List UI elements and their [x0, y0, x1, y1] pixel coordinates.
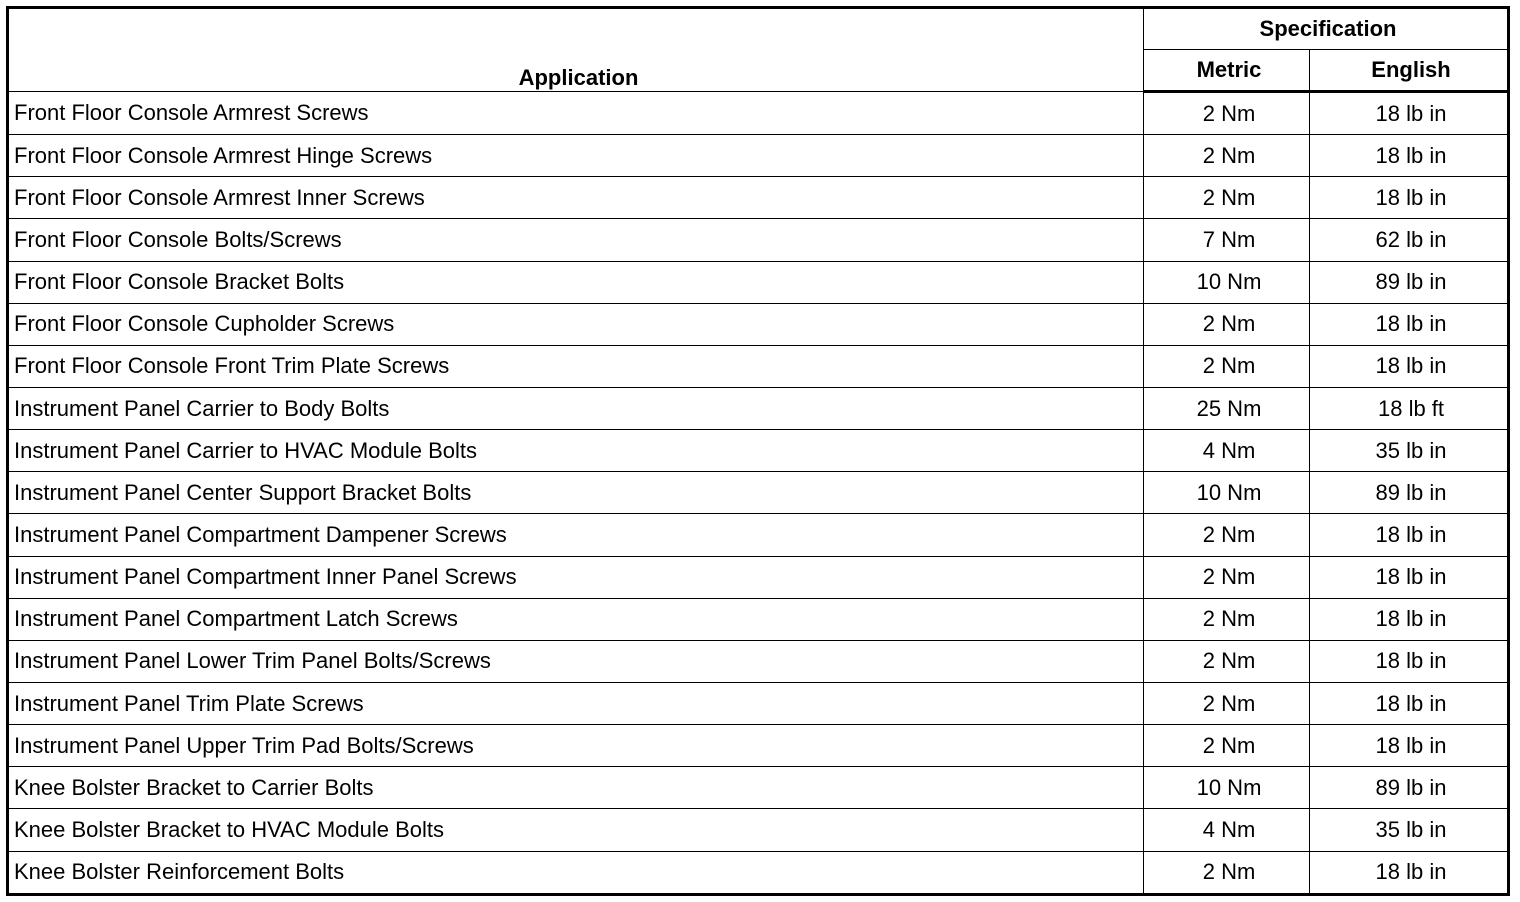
english-cell: 18 lb in: [1310, 598, 1509, 640]
application-cell: Instrument Panel Center Support Bracket Bolts: [8, 472, 1144, 514]
metric-cell: 2 Nm: [1144, 851, 1310, 894]
table-row: [8, 683, 1509, 725]
table-row: [8, 303, 1509, 345]
application-cell: Front Floor Console Bracket Bolts: [8, 261, 1144, 303]
application-cell: Front Floor Console Cupholder Screws: [8, 303, 1144, 345]
application-cell: Instrument Panel Upper Trim Pad Bolts/Screws: [8, 725, 1144, 767]
table-row: [8, 767, 1509, 809]
table-row: [8, 472, 1509, 514]
table-row: [8, 514, 1509, 556]
application-header: Application: [8, 8, 1144, 92]
english-cell: 18 lb in: [1310, 556, 1509, 598]
application-cell: Instrument Panel Carrier to HVAC Module Bolts: [8, 430, 1144, 472]
english-cell: 18 lb in: [1310, 177, 1509, 219]
specification-header: Specification: [1144, 8, 1509, 50]
metric-cell: 2 Nm: [1144, 303, 1310, 345]
metric-cell: 4 Nm: [1144, 430, 1310, 472]
english-cell: 18 lb in: [1310, 345, 1509, 387]
english-cell: 18 lb in: [1310, 514, 1509, 556]
table-row: [8, 851, 1509, 894]
metric-cell: 2 Nm: [1144, 598, 1310, 640]
english-cell: 18 lb in: [1310, 640, 1509, 682]
metric-cell: 10 Nm: [1144, 261, 1310, 303]
metric-header: Metric: [1144, 50, 1310, 92]
metric-cell: 10 Nm: [1144, 472, 1310, 514]
english-cell: 89 lb in: [1310, 261, 1509, 303]
english-cell: 35 lb in: [1310, 809, 1509, 851]
table-row: [8, 598, 1509, 640]
application-cell: Front Floor Console Armrest Inner Screws: [8, 177, 1144, 219]
table-row: [8, 809, 1509, 851]
application-cell: Front Floor Console Armrest Hinge Screws: [8, 135, 1144, 177]
table-row: [8, 219, 1509, 261]
metric-cell: 2 Nm: [1144, 725, 1310, 767]
table-row: [8, 430, 1509, 472]
english-cell: 62 lb in: [1310, 219, 1509, 261]
table-row: [8, 261, 1509, 303]
application-cell: Instrument Panel Carrier to Body Bolts: [8, 388, 1144, 430]
application-cell: Instrument Panel Trim Plate Screws: [8, 683, 1144, 725]
metric-cell: 2 Nm: [1144, 177, 1310, 219]
english-cell: 18 lb in: [1310, 851, 1509, 894]
application-cell: Instrument Panel Compartment Dampener Screws: [8, 514, 1144, 556]
application-cell: Instrument Panel Compartment Inner Panel Screws: [8, 556, 1144, 598]
application-cell: Instrument Panel Compartment Latch Screws: [8, 598, 1144, 640]
metric-cell: 7 Nm: [1144, 219, 1310, 261]
metric-cell: 2 Nm: [1144, 514, 1310, 556]
torque-specification-table: [6, 6, 1510, 896]
table-row: [8, 92, 1509, 135]
english-cell: 18 lb in: [1310, 92, 1509, 135]
metric-cell: 2 Nm: [1144, 92, 1310, 135]
metric-cell: 2 Nm: [1144, 556, 1310, 598]
english-cell: 18 lb in: [1310, 135, 1509, 177]
application-cell: Knee Bolster Bracket to Carrier Bolts: [8, 767, 1144, 809]
metric-cell: 2 Nm: [1144, 640, 1310, 682]
english-cell: 18 lb in: [1310, 303, 1509, 345]
table-row: [8, 345, 1509, 387]
table-row: [8, 388, 1509, 430]
application-cell: Front Floor Console Front Trim Plate Screws: [8, 345, 1144, 387]
english-cell: 18 lb in: [1310, 683, 1509, 725]
table-row: [8, 177, 1509, 219]
english-cell: 35 lb in: [1310, 430, 1509, 472]
application-cell: Front Floor Console Bolts/Screws: [8, 219, 1144, 261]
metric-cell: 25 Nm: [1144, 388, 1310, 430]
metric-cell: 10 Nm: [1144, 767, 1310, 809]
table-row: [8, 725, 1509, 767]
table-row: [8, 135, 1509, 177]
application-cell: Knee Bolster Reinforcement Bolts: [8, 851, 1144, 894]
application-cell: Instrument Panel Lower Trim Panel Bolts/Screws: [8, 640, 1144, 682]
application-cell: Front Floor Console Armrest Screws: [8, 92, 1144, 135]
table-row: [8, 556, 1509, 598]
english-cell: 89 lb in: [1310, 767, 1509, 809]
metric-cell: 2 Nm: [1144, 345, 1310, 387]
metric-cell: 2 Nm: [1144, 135, 1310, 177]
table-row: [8, 640, 1509, 682]
application-cell: Knee Bolster Bracket to HVAC Module Bolts: [8, 809, 1144, 851]
english-cell: 89 lb in: [1310, 472, 1509, 514]
english-cell: 18 lb in: [1310, 725, 1509, 767]
english-cell: 18 lb ft: [1310, 388, 1509, 430]
english-header: English: [1310, 50, 1509, 92]
metric-cell: 4 Nm: [1144, 809, 1310, 851]
metric-cell: 2 Nm: [1144, 683, 1310, 725]
table-body: [8, 92, 1509, 895]
